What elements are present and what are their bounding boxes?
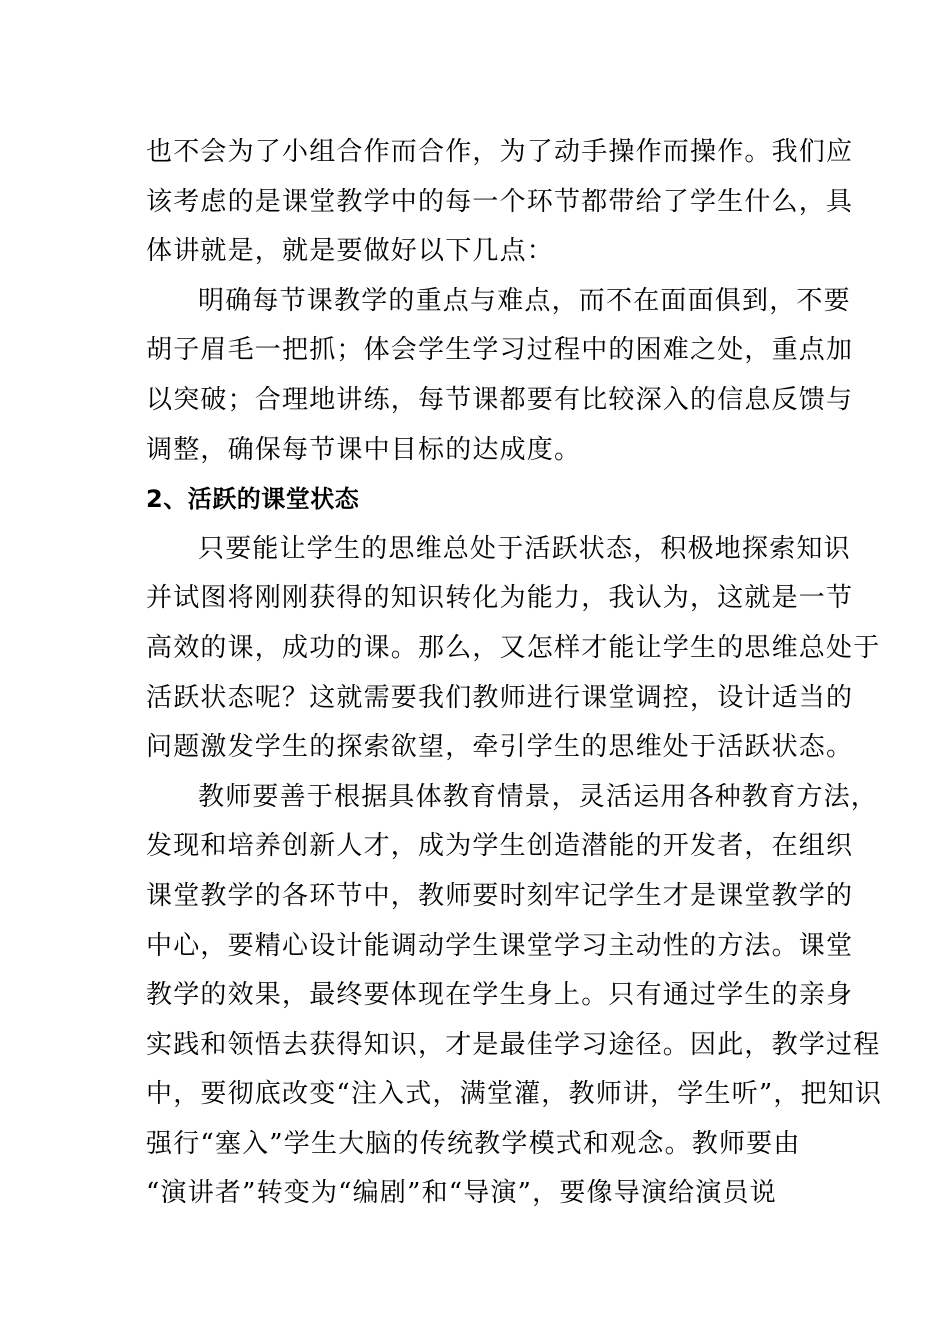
paragraph [146,773,883,1219]
text-line: 该考虑的是课堂教学中的每一个环节都带给了学生什么，具 [146,186,854,217]
text-line: 高效的课，成功的课。那么，又怎样才能让学生的思维总处于 [146,632,881,663]
text-line: 以突破；合理地讲练，每节课都要有比较深入的信息反馈与 [146,384,854,415]
section-heading [146,475,808,525]
text-line: 实践和领悟去获得知识，才是最佳学习途径。因此，教学过程 [146,1029,881,1060]
text-line: 发现和培养创新人才，成为学生创造潜能的开发者，在组织 [146,831,854,862]
text-line: 并试图将刚刚获得的知识转化为能力，我认为，这就是一节 [146,583,854,614]
paragraph [146,128,854,277]
text-line: 活跃状态呢？这就需要我们教师进行课堂调控，设计适当的 [146,682,854,713]
text-line: 中心，要精心设计能调动学生课堂学习主动性的方法。课堂 [146,930,854,961]
text-line: 教师要善于根据具体教育情景，灵活运用各种教育方法， [198,781,879,812]
paragraph [146,525,881,773]
text-line: 中，要彻底改变“注入式，满堂灌，教师讲，学生听”，把知识 [146,1079,883,1110]
text-line: 强行“塞入”学生大脑的传统教学模式和观念。教师要由 [146,1128,801,1159]
text-line: 调整，确保每节课中目标的达成度。 [146,434,582,465]
text-line: 教学的效果，最终要体现在学生身上。只有通过学生的亲身 [146,980,854,1011]
text-line: 课堂教学的各环节中，教师要时刻牢记学生才是课堂教学的 [146,880,854,911]
text-line: 也不会为了小组合作而合作，为了动手操作而操作。我们应 [146,137,854,167]
text-line: 胡子眉毛一把抓；体会学生学习过程中的困难之处，重点加 [146,335,854,366]
text-line: 明确每节课教学的重点与难点，而不在面面俱到，不要 [198,285,851,316]
document-body [146,128,883,1219]
heading-text: 2、活跃的课堂状态 [146,485,360,514]
text-line: 问题激发学生的探索欲望，牵引学生的思维处于活跃状态。 [146,732,854,763]
text-line: 只要能让学生的思维总处于活跃状态，积极地探索知识 [198,533,851,564]
paragraph [146,277,854,475]
text-line: “演讲者”转变为“编剧”和“导演”，要像导演给演员说 [146,1178,777,1209]
text-line: 体讲就是，就是要做好以下几点： [146,236,555,267]
